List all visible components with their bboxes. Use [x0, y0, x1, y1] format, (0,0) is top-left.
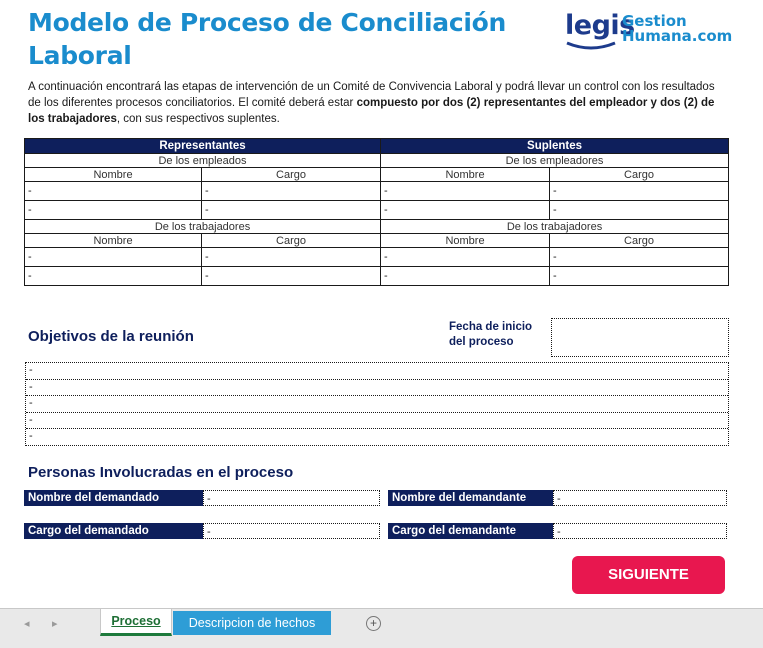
- logo-smile-icon: [565, 41, 617, 51]
- table-cell[interactable]: -: [202, 201, 381, 220]
- table-cell[interactable]: -: [381, 267, 550, 286]
- prev-sheet-icon[interactable]: ◂: [24, 618, 30, 630]
- table-cell[interactable]: -: [202, 182, 381, 201]
- next-sheet-icon[interactable]: ▸: [52, 618, 58, 630]
- siguiente-button[interactable]: SIGUIENTE: [572, 556, 725, 594]
- personas-title: Personas Involucradas en el proceso: [28, 464, 294, 481]
- objetivo-line[interactable]: -: [29, 430, 33, 442]
- cargo-demandante-input[interactable]: -: [553, 523, 727, 539]
- table-cell[interactable]: -: [381, 201, 550, 220]
- group-empleados: De los empleados: [25, 154, 381, 168]
- fecha-inicio-input[interactable]: [551, 318, 729, 357]
- table-cell[interactable]: -: [550, 267, 729, 286]
- logo-legis-text: legis: [565, 10, 635, 41]
- page-title: Modelo de Proceso de Conciliación Laboral: [28, 8, 507, 70]
- table-cell[interactable]: -: [550, 182, 729, 201]
- representatives-table: [24, 138, 729, 286]
- group-empleadores: De los empleadores: [381, 154, 729, 168]
- col-nombre: Nombre: [25, 168, 202, 182]
- table-cell[interactable]: -: [550, 201, 729, 220]
- objetivo-line[interactable]: -: [26, 363, 728, 380]
- header-representantes: Representantes: [25, 139, 381, 154]
- table-cell[interactable]: -: [202, 267, 381, 286]
- table-cell[interactable]: -: [25, 267, 202, 286]
- col-cargo: Cargo: [550, 234, 729, 248]
- col-cargo: Cargo: [550, 168, 729, 182]
- objetivo-line[interactable]: -: [26, 380, 728, 397]
- nombre-demandado-input[interactable]: -: [203, 490, 380, 506]
- nombre-demandante-label: Nombre del demandante: [388, 490, 553, 506]
- table-cell[interactable]: -: [202, 248, 381, 267]
- cargo-demandado-label: Cargo del demandado: [24, 523, 203, 539]
- objetivos-list: [25, 362, 729, 446]
- table-cell[interactable]: -: [25, 182, 202, 201]
- col-nombre: Nombre: [381, 234, 550, 248]
- col-cargo: Cargo: [202, 234, 381, 248]
- sheet-tab-bar: [0, 608, 763, 648]
- col-nombre: Nombre: [381, 168, 550, 182]
- table-cell[interactable]: -: [25, 201, 202, 220]
- fecha-inicio-label: Fecha de inicio del proceso: [449, 321, 533, 348]
- col-cargo: Cargo: [202, 168, 381, 182]
- group-trabajadores: De los trabajadores: [25, 220, 381, 234]
- intro-paragraph: A continuación encontrará las etapas de intervención de un Comité de Convivencia Laboral y podrá llevar un control con los resultados de los diferentes procesos conciliatorios. El comité deberá estar compuesto por dos (2) representantes del empleador y dos (2) de los trabajadores, con sus respectivos suplentes.: [28, 81, 715, 125]
- tab-descripcion-hechos[interactable]: Descripcion de hechos: [173, 611, 331, 635]
- table-cell[interactable]: -: [381, 248, 550, 267]
- logo-gestion-humana: Gestion Humana.com: [622, 12, 733, 45]
- nombre-demandante-input[interactable]: -: [553, 490, 727, 506]
- objetivo-line[interactable]: -: [26, 413, 728, 430]
- objetivo-line[interactable]: -: [26, 396, 728, 413]
- group-trabajadores: De los trabajadores: [381, 220, 729, 234]
- cargo-demandante-label: Cargo del demandante: [388, 523, 553, 539]
- nombre-demandado-label: Nombre del demandado: [24, 490, 203, 506]
- header-suplentes: Suplentes: [381, 139, 729, 154]
- table-cell[interactable]: -: [25, 248, 202, 267]
- table-cell[interactable]: -: [381, 182, 550, 201]
- objetivos-title: Objetivos de la reunión: [28, 328, 194, 345]
- legis-logo: [565, 10, 745, 50]
- col-nombre: Nombre: [25, 234, 202, 248]
- tab-proceso[interactable]: Proceso: [100, 609, 172, 636]
- table-cell[interactable]: -: [550, 248, 729, 267]
- add-sheet-icon[interactable]: +: [366, 616, 381, 631]
- cargo-demandado-input[interactable]: -: [203, 523, 380, 539]
